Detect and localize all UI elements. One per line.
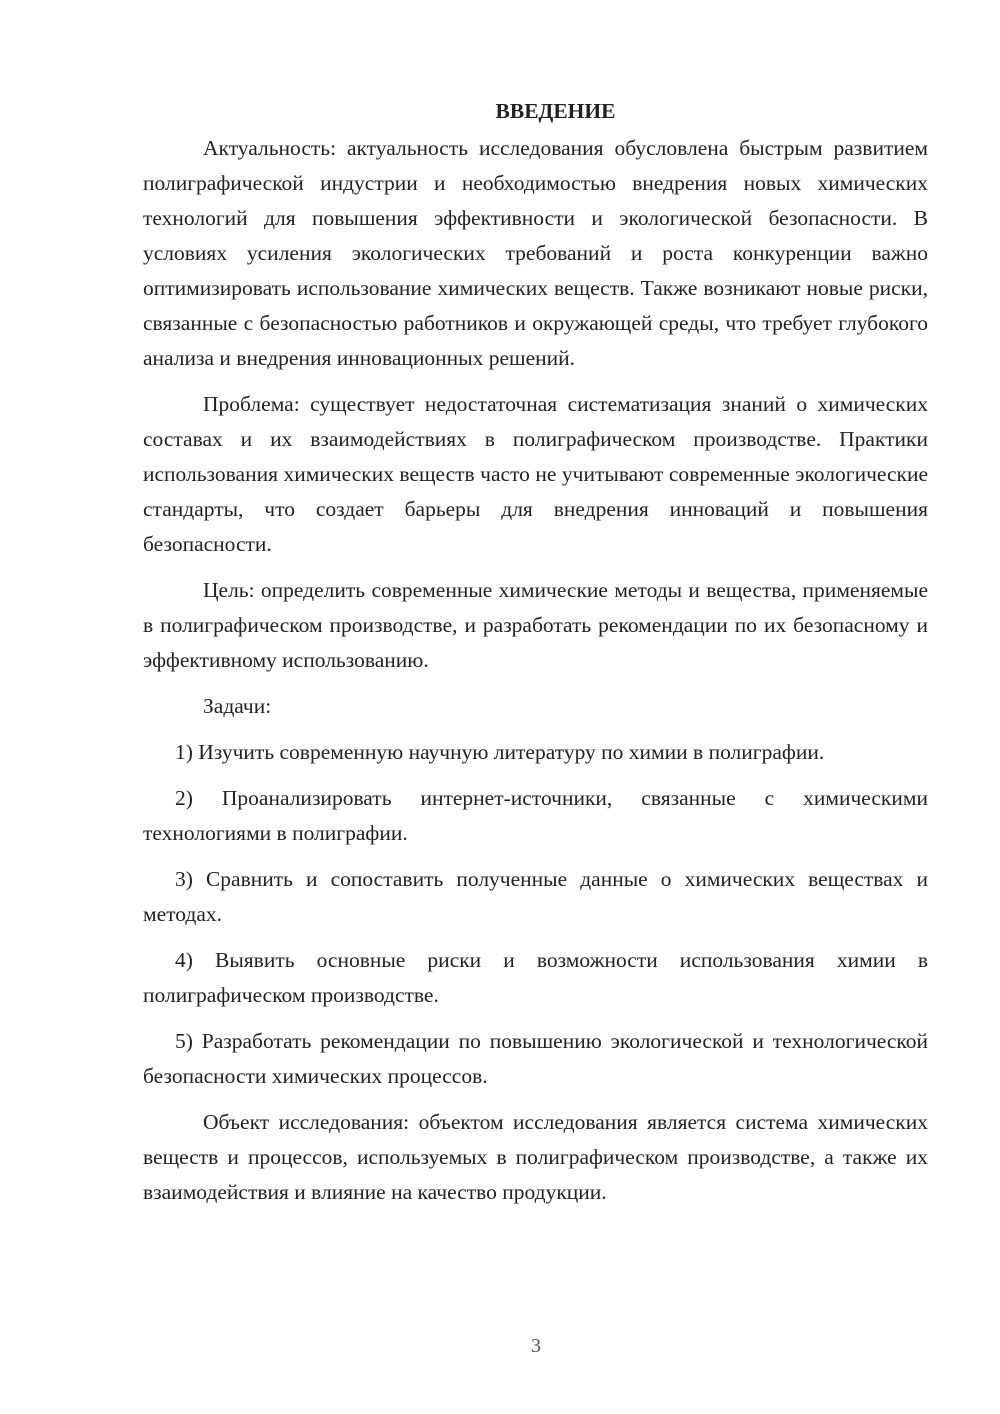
relevance-paragraph: Актуальность: актуальность исследования обусловлена быстрым развитием полиграфической индустрии и необходимостью внедрения новых химических технологий для повышения эффективности и экологической безопасности. В условиях усиления экологических требований и роста конкуренции важно оптимизировать использование химических веществ. Также возникают новые риски, связанные с безопасностью работников и окружающей среды, что требует глубокого анализа и внедрения инновационных решений. [143,136,928,370]
object-paragraph: Объект исследования: объектом исследования является система химических веществ и процессов, используемых в полиграфическом производстве, а также их взаимодействия и влияние на качество продукции. [143,1110,928,1204]
task-item: 5) Разработать рекомендации по повышению экологической и технологической безопасности химических процессов. [143,1029,928,1088]
section-title: ВВЕДЕНИЕ [495,99,616,123]
task-item: 4) Выявить основные риски и возможности использования химии в полиграфическом производстве. [143,948,928,1007]
page-number: 3 [531,1335,541,1357]
task-item: 2) Проанализировать интернет-источники, связанные с химическими технологиями в полиграфии. [143,786,928,845]
task-item: 3) Сравнить и сопоставить полученные данные о химических веществах и методах. [143,867,928,926]
problem-paragraph: Проблема: существует недостаточная систематизация знаний о химических составах и их взаимодействиях в полиграфическом производстве. Практики использования химических веществ часто не учитывают современные экологические стандарты, что создает барьеры для внедрения инноваций и повышения безопасности. [143,392,928,556]
goal-paragraph: Цель: определить современные химические методы и вещества, применяемые в полиграфическом производстве, и разработать рекомендации по их безопасному и эффективному использованию. [143,578,928,672]
page-content [143,92,928,1221]
tasks-heading: Задачи: [203,694,272,718]
task-item: 1) Изучить современную научную литературу по химии в полиграфии. [175,740,825,764]
